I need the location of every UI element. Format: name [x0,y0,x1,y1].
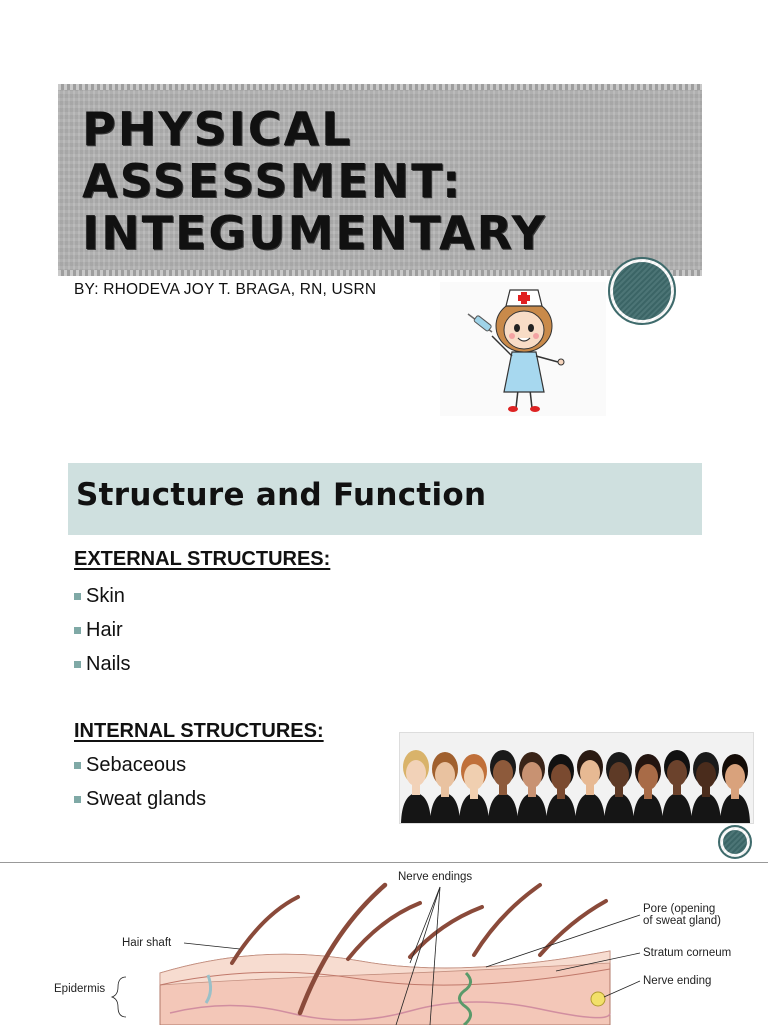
title-banner [58,84,702,276]
banner-edge-top [58,84,702,90]
external-structures-heading: EXTERNAL STRUCTURES: [74,548,331,570]
list-item: Sweat glands [74,782,206,816]
title-line-3: INTEGUMENTARY [82,206,547,260]
bullet-square-icon [74,627,81,634]
external-structures-list [74,579,130,681]
list-item: Hair [74,613,130,647]
nurse-cartoon-illustration [440,282,606,416]
syringe-icon [468,314,492,332]
title-line-1: PHYSICAL [82,102,353,156]
structure-function-slide [0,440,768,860]
child-figure [488,750,518,823]
list-item: Sebaceous [74,748,206,782]
title-slide [0,0,768,440]
label-nerve-ending: Nerve ending [643,975,712,987]
child-figure [633,754,663,823]
slide-heading: Structure and Function [76,477,487,513]
child-figure [459,754,489,823]
child-figure [691,752,721,823]
internal-structures-heading: INTERNAL STRUCTURES: [74,720,324,742]
label-stratum-corneum: Stratum corneum [643,947,732,959]
author-byline: BY: RHODEVA JOY T. BRAGA, RN, USRN [74,281,377,298]
child-figure [662,750,692,823]
child-figure [517,752,547,823]
label-epidermis: Epidermis [54,983,106,995]
label-pore-line-2: of sweat gland) [643,915,721,927]
child-figure [575,750,605,823]
bullet-square-icon [74,762,81,769]
title-line-2: ASSESSMENT: [82,154,463,208]
decorative-circle-large [608,257,676,325]
child-figure [430,752,460,823]
diverse-children-photo [399,732,754,824]
bullet-square-icon [74,796,81,803]
bullet-square-icon [74,593,81,600]
list-item: Skin [74,579,130,613]
internal-structures-list [74,748,206,816]
child-figure [546,754,576,823]
child-figure [401,750,431,823]
skin-anatomy-diagram [0,862,768,1025]
child-figure [604,752,634,823]
label-pore-line-1: Pore (opening [643,903,716,915]
banner-edge-bottom [58,270,702,276]
bullet-square-icon [74,661,81,668]
section-banner [68,463,702,535]
decorative-circle-small [718,825,752,859]
label-nerve-endings: Nerve endings [398,871,473,883]
label-hair-shaft: Hair shaft [122,937,172,949]
child-figure [720,754,750,823]
list-item: Nails [74,647,130,681]
